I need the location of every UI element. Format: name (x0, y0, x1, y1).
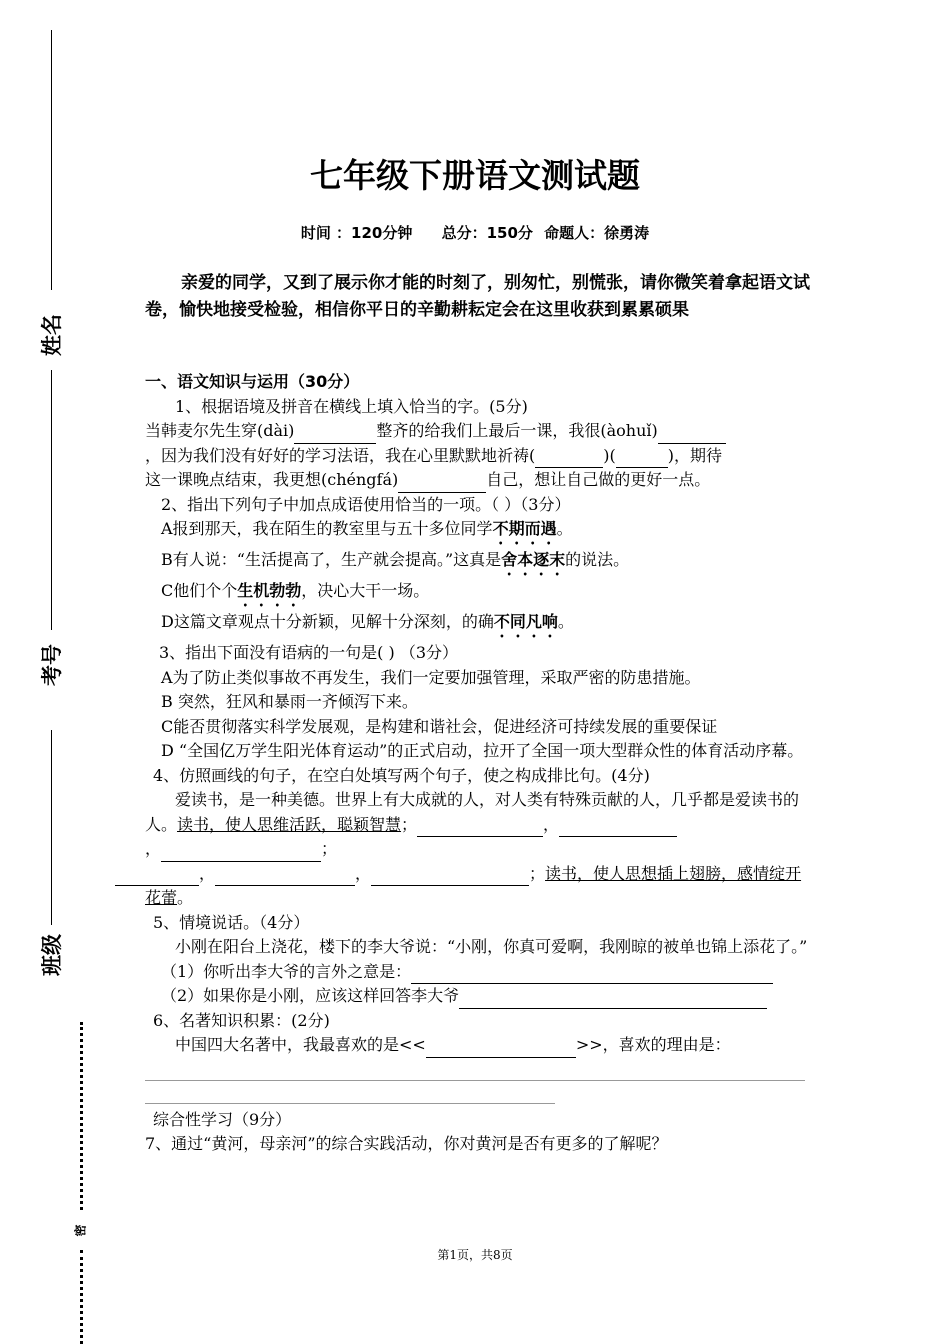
binding-line-lower (51, 730, 52, 925)
answer-blank[interactable] (294, 425, 376, 444)
q3-option-c: C能否贯彻落实科学发展观，是构建和谐社会，促进经济可持续发展的重要保证 (161, 716, 718, 736)
q2-option-b: B有人说：“生活提高了，生产就会提高。”这真是舍本逐末的说法。 (161, 550, 630, 569)
q3-stem: 3、指出下面没有语病的一句是( ) （3分） (159, 643, 459, 662)
answer-blank[interactable] (459, 990, 767, 1009)
comprehensive-heading: 综合性学习（9分） (153, 1109, 292, 1129)
intro-paragraph: 亲爱的同学，又到了展示你才能的时刻了，别匆忙，别慌张，请你微笑着拿起语文试卷，愉快地接受检验，相信你平日的辛勤耕耘定会在这里收获到累累硕果 (145, 273, 810, 320)
q6-text: 中国四大名著中，我最喜欢的是<< >>，喜欢的理由是： (145, 1033, 810, 1058)
q1-line3: 这一课晚点结束，我更想(chéngfá) 自己，想让自己做的更好一点。 (145, 468, 810, 493)
q7-stem: 7、通过“黄河，母亲河”的综合实践活动，你对黄河是否有更多的了解呢？ (145, 1134, 668, 1153)
q2-option-d: D这篇文章观点十分新颖，见解十分深刻，的确不同凡响。 (161, 612, 574, 631)
q2-option-a: A报到那天，我在陌生的教室里与五十多位同学不期而遇。 (161, 519, 573, 538)
answer-blank[interactable] (115, 867, 199, 886)
answer-blank[interactable] (411, 965, 773, 984)
answer-blank[interactable] (426, 1039, 576, 1058)
answer-blank[interactable] (371, 867, 529, 886)
answer-blank[interactable] (161, 843, 321, 862)
exam-score: 总分：150分 (441, 224, 533, 242)
answer-line[interactable] (145, 1081, 555, 1104)
q6-stem: 6、名著知识积累：(2分) (153, 1010, 330, 1030)
binding-line-middle (51, 370, 52, 630)
q1-stem: 1、根据语境及拼音在横线上填入恰当的字。(5分) (175, 396, 528, 416)
exam-content (145, 370, 810, 1157)
q3-option-b: B 突然，狂风和暴雨一齐倾泻下来。 (161, 692, 418, 711)
seal-dotted-line-bottom (80, 1250, 83, 1344)
exam-time: 时间 ：120分钟 (300, 224, 413, 242)
seal-dotted-line-top (80, 1022, 83, 1210)
exam-meta (0, 222, 950, 243)
q3-option-a: A为了防止类似事故不再发生，我们一定要加强管理，采取严密的防患措施。 (161, 667, 701, 687)
q1-line1: 当韩麦尔先生穿(dài) 整齐的给我们上最后一课，我很(àohuǐ) (145, 419, 810, 444)
answer-blank[interactable] (215, 867, 355, 886)
q2-stem: 2、指出下列句子中加点成语使用恰当的一项。（ ）（3分） (161, 494, 571, 514)
q4-stem: 4、仿照画线的句子，在空白处填写两个句子，使之构成排比句。(4分) (153, 765, 650, 785)
q5-sub2: （2）如果你是小刚，应该这样回答李大爷 (145, 984, 810, 1009)
name-label: 姓名 (40, 314, 64, 356)
exam-author: 命题人：徐勇涛 (544, 224, 650, 242)
exam-number-label: 考号 (40, 644, 64, 686)
q5-sub1: （1）你听出李大爷的言外之意是： (145, 960, 810, 985)
q4-text: 爱读书，是一种美德。世界上有大成就的人，对人类有特殊贡献的人，几乎都是爱读书的人。读书，使人思维活跃，聪颖智慧； ， ， ； ， ， ；读书，使人思想插上翅膀，感情绽开花蕾。 (145, 788, 810, 911)
answer-blank[interactable] (398, 474, 486, 493)
q1-line2: ，因为我们没有好好的学习法语，我在心里默默地祈祷( )( )，期待 (145, 444, 810, 469)
answer-blank[interactable] (535, 449, 603, 468)
q2-option-c: C他们个个生机勃勃，决心大干一场。 (161, 581, 430, 600)
exam-title: 七年级下册语文测试题 (310, 156, 640, 195)
q5-stem: 5、情境说话。（4分） (153, 912, 310, 932)
section-heading: 一、语文知识与运用（30分） (145, 372, 360, 391)
seal-label: 密 (73, 1224, 88, 1237)
answer-blank[interactable] (616, 449, 668, 468)
answer-blank[interactable] (417, 818, 543, 837)
class-label: 班级 (40, 934, 64, 976)
page-footer: 第1页，共8页 (437, 1248, 513, 1262)
q3-option-d: D “全国亿万学生阳光体育运动”的正式启动，拉开了全国一项大型群众性的体育活动序幕。 (161, 741, 804, 760)
answer-line[interactable] (145, 1058, 805, 1081)
answer-blank[interactable] (658, 425, 726, 444)
q5-text: 小刚在阳台上浇花，楼下的李大爷说：“小刚，你真可爱啊，我刚晾的被单也锦上添花了。” (175, 937, 808, 956)
answer-blank[interactable] (559, 818, 677, 837)
